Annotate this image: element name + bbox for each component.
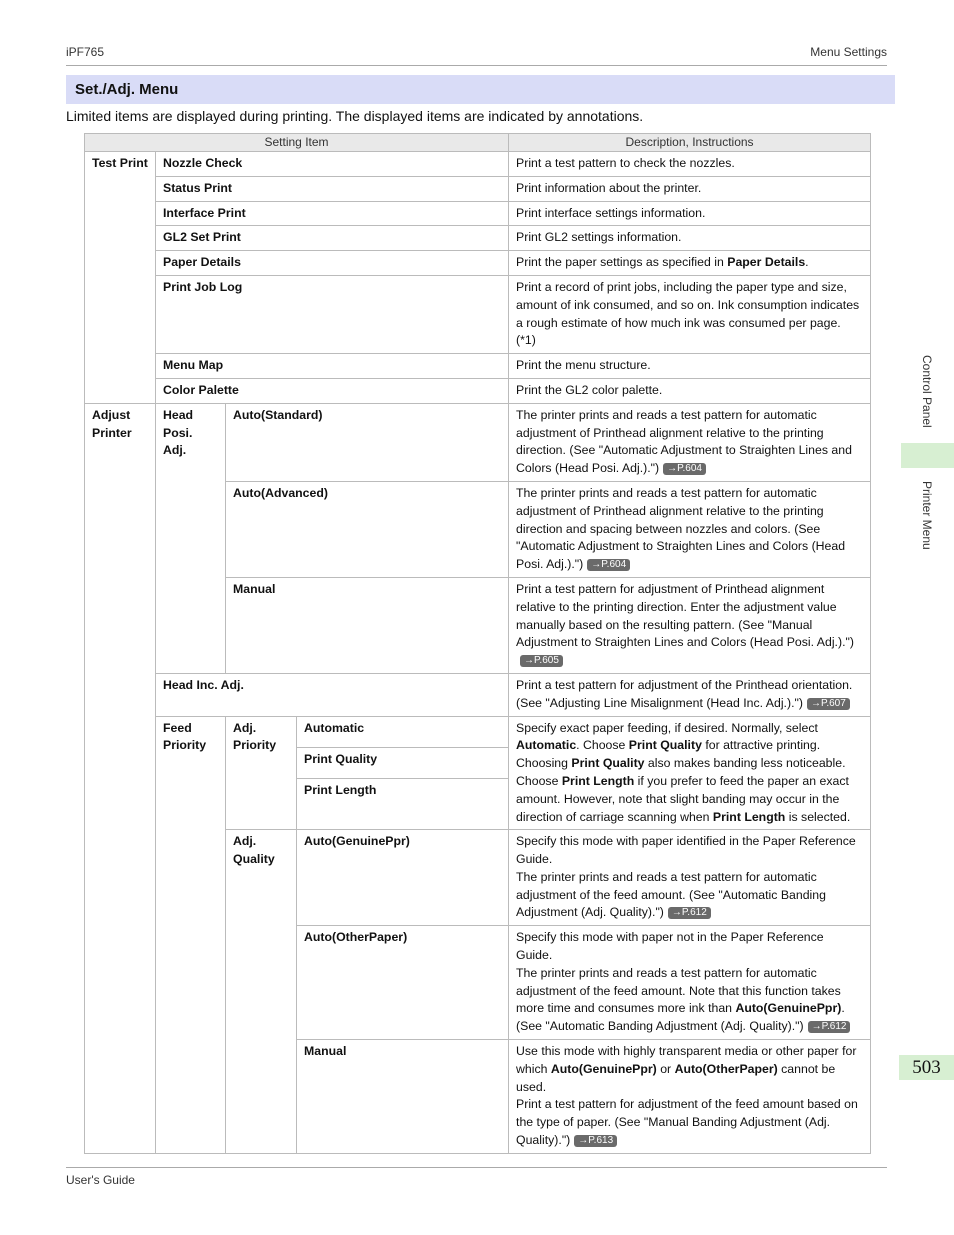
item-desc <box>509 926 871 1040</box>
desc-bold: Auto(OtherPaper) <box>674 1061 778 1076</box>
item-desc: Print a test pattern to check the nozzles. <box>509 152 871 177</box>
item-label: Print Quality <box>297 747 509 778</box>
desc-text <box>516 1043 863 1096</box>
page-ref-link[interactable]: →P.605 <box>520 655 563 667</box>
item-desc: Print a record of print jobs, including the paper type and size, amount of ink consumed, and so on. Ink consumption indicates a rough estimate of how much ink was consumed per page. (*1) <box>509 275 871 353</box>
desc-text: The printer prints and reads a test pattern for automatic adjustment of the feed amount. (See "Automatic Banding Adjustment (Adj. Quality).") <box>516 869 826 920</box>
table-row <box>85 403 871 481</box>
desc-bold: Auto(GenuinePpr) <box>735 1001 842 1016</box>
col-header-setting: Setting Item <box>85 134 509 152</box>
desc-text: Print a test pattern for adjustment of Printhead alignment relative to the printing direction. Enter the adjustment value manually based on the resulting pattern. (See "Manual Adjustment to Straighten Lines and Colors (Head Posi. Adj.).") <box>516 581 854 650</box>
table-header-row <box>85 134 871 152</box>
header-section: Menu Settings <box>810 45 887 59</box>
table-row <box>85 152 871 177</box>
item-desc <box>509 577 871 673</box>
section-title: Set./Adj. Menu <box>66 75 895 104</box>
desc-text: for attractive printing. Choosing <box>516 738 821 771</box>
table-row <box>85 226 871 251</box>
table-row <box>85 176 871 201</box>
item-label: Nozzle Check <box>156 152 509 177</box>
item-label: GL2 Set Print <box>156 226 509 251</box>
subgroup-head-posi: Head Posi. Adj. <box>156 403 226 673</box>
desc-bold: Print Quality <box>628 738 702 753</box>
item-desc <box>509 403 871 481</box>
table-row <box>85 673 871 716</box>
item-label: Auto(GenuinePpr) <box>297 830 509 926</box>
header-divider <box>66 65 887 66</box>
page-ref-link[interactable]: →P.613 <box>574 1135 617 1147</box>
group-test-print: Test Print <box>85 152 156 404</box>
item-label: Manual <box>297 1040 509 1154</box>
side-tab-printer-menu[interactable]: Printer Menu <box>920 481 934 550</box>
page-ref-link[interactable]: →P.604 <box>663 463 706 475</box>
desc-bold: Auto(GenuinePpr) <box>550 1061 657 1076</box>
table-row <box>85 716 871 747</box>
desc-text: Print the paper settings as specified in <box>516 255 728 270</box>
item-label: Print Length <box>297 779 509 830</box>
desc-text: . <box>805 255 809 270</box>
footer-guide: User's Guide <box>66 1173 135 1187</box>
desc-text: Print a test pattern for adjustment of the Printhead orientation. (See "Adjusting Line Misalignment (Head Inc. Adj.).") <box>516 677 853 710</box>
intro-text: Limited items are displayed during printing. The displayed items are indicated by annotations. <box>66 108 644 124</box>
desc-bold: Automatic <box>516 738 577 753</box>
desc-text: Specify exact paper feeding, if desired. Normally, select <box>516 720 818 735</box>
desc-bold: Print Length <box>712 809 786 824</box>
item-desc <box>509 481 871 577</box>
desc-text: if you prefer to feed the paper an exact amount. However, note that slight banding may occur in the direction of carriage scanning when <box>516 773 849 824</box>
item-label: Status Print <box>156 176 509 201</box>
item-desc: Print interface settings information. <box>509 201 871 226</box>
desc-text: is selected. <box>785 809 851 824</box>
side-tab-control-panel[interactable]: Control Panel <box>920 355 934 428</box>
page-ref-link[interactable]: →P.604 <box>587 559 630 571</box>
item-label: Auto(Standard) <box>226 403 509 481</box>
table-row <box>85 354 871 379</box>
table-row <box>85 275 871 353</box>
item-label: Head Inc. Adj. <box>156 673 509 716</box>
desc-bold: Print Length <box>561 773 635 788</box>
item-desc: Print the menu structure. <box>509 354 871 379</box>
side-tab-highlight <box>901 443 954 468</box>
item-label: Auto(OtherPaper) <box>297 926 509 1040</box>
item-desc <box>509 251 871 276</box>
group-adjust-printer: Adjust Printer <box>85 403 156 1153</box>
desc-text: The printer prints and reads a test pattern for automatic adjustment of the feed amount. Note that this function takes more time and consumes more ink than <box>516 965 841 1016</box>
item-label: Paper Details <box>156 251 509 276</box>
item-label: Menu Map <box>156 354 509 379</box>
item-desc <box>509 673 871 716</box>
page-ref-link[interactable]: →P.612 <box>808 1021 851 1033</box>
item-desc <box>509 830 871 926</box>
subgroup-feed-priority: Feed Priority <box>156 716 226 1153</box>
desc-text: also makes banding less noticeable. Choose <box>516 756 846 788</box>
subgroup-adj-quality: Adj. Quality <box>226 830 297 1154</box>
table-row <box>85 201 871 226</box>
desc-bold: Paper Details <box>727 255 806 270</box>
item-desc: Print GL2 settings information. <box>509 226 871 251</box>
desc-bold: Print Quality <box>571 756 645 771</box>
item-desc <box>509 1040 871 1154</box>
desc-text: Specify this mode with paper identified in the Paper Reference Guide. <box>516 834 856 867</box>
item-desc <box>509 716 871 830</box>
table-row <box>85 378 871 403</box>
item-label: Automatic <box>297 716 509 747</box>
page-number: 503 <box>899 1055 954 1080</box>
desc-text: The printer prints and reads a test pattern for automatic adjustment of Printhead alignment relative to the printing direction and spacing between nozzles and colors. (See "Automatic Adjustment to Straighten Lines and Colors (Head Posi. Adj.).") <box>516 485 846 572</box>
subgroup-adj-priority: Adj. Priority <box>226 716 297 830</box>
col-header-desc: Description, Instructions <box>509 134 871 152</box>
item-desc: Print the GL2 color palette. <box>509 378 871 403</box>
item-label: Manual <box>226 577 509 673</box>
footer-divider <box>66 1167 887 1168</box>
page-ref-link[interactable]: →P.607 <box>807 698 850 710</box>
item-label: Color Palette <box>156 378 509 403</box>
desc-text: cannot be used. <box>516 1061 836 1094</box>
desc-text: Specify this mode with paper not in the Paper Reference Guide. <box>516 930 824 963</box>
desc-text: Print a test pattern for adjustment of the feed amount based on the type of paper. (See "Manual Banding Adjustment (Adj. Quality).") <box>516 1097 858 1148</box>
desc-text: . (See "Automatic Banding Adjustment (Adj. Quality).") <box>516 1001 845 1034</box>
table-row <box>85 251 871 276</box>
header-model: iPF765 <box>66 45 105 59</box>
item-label: Interface Print <box>156 201 509 226</box>
desc-text: Use this mode with highly transparent media or other paper for which <box>516 1044 857 1076</box>
desc-text: or <box>656 1061 675 1076</box>
desc-text: The printer prints and reads a test pattern for automatic adjustment of Printhead alignment relative to the printing direction. (See "Automatic Adjustment to Straighten Lines and Colors (Head Posi. Adj.).") <box>516 407 852 476</box>
item-desc: Print information about the printer. <box>509 176 871 201</box>
item-label: Print Job Log <box>156 275 509 353</box>
settings-table <box>84 133 871 1154</box>
desc-text: . Choose <box>576 738 629 753</box>
page-ref-link[interactable]: →P.612 <box>668 907 711 919</box>
item-label: Auto(Advanced) <box>226 481 509 577</box>
